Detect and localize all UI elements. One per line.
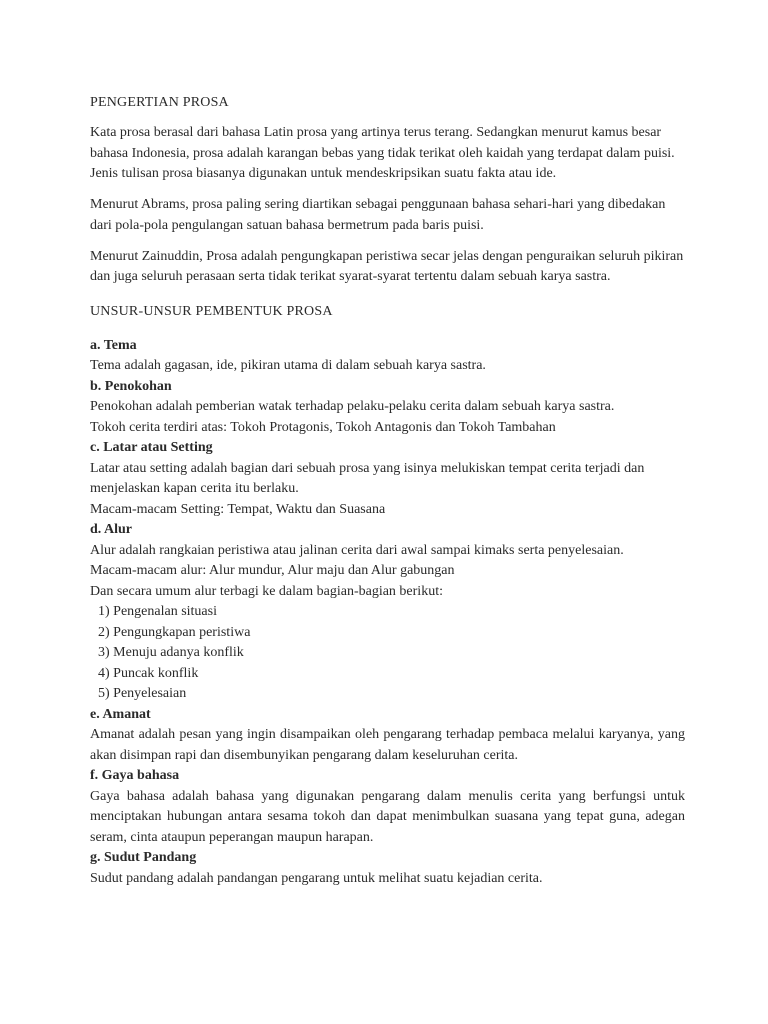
list-item: 4) Puncak konflik xyxy=(98,665,199,681)
list-item: 5) Penyelesaian xyxy=(98,686,187,701)
section-alur xyxy=(90,520,685,705)
section-extra: Tokoh cerita terdiri atas: Tokoh Protagonis, Tokoh Antagonis dan Tokoh Tambahan xyxy=(90,419,556,435)
intro-paragraph-1: Kata prosa berasal dari bahasa Latin prosa yang artinya terus terang. Sedangkan menurut kamus besar bahasa Indonesia, prosa adalah karangan bebas yang tidak terikat oleh kaidah yang terdapat dalam puisi. Jenis tulisan prosa biasanya digunakan untuk mendeskripsikan suatu fakta atau ide. xyxy=(90,125,675,181)
section-text: Alur adalah rangkaian peristiwa atau jalinan cerita dari awal sampai kimaks serta penyelesaian. xyxy=(90,542,624,558)
section-title: b. Penokohan xyxy=(90,378,172,394)
section-title: d. Alur xyxy=(90,522,133,537)
section-text: Latar atau setting adalah bagian dari sebuah prosa yang isinya melukiskan tempat cerita terjadi dan menjelaskan kapan cerita itu berlaku. xyxy=(90,460,645,496)
section-title: c. Latar atau Setting xyxy=(90,440,213,455)
list-item: 1) Pengenalan situasi xyxy=(98,604,217,619)
section-tema xyxy=(90,336,685,377)
section-latar xyxy=(90,438,685,520)
section-gaya-bahasa xyxy=(90,766,685,848)
section-extra: Macam-macam Setting: Tempat, Waktu dan Suasana xyxy=(90,501,386,517)
section-text: Sudut pandang adalah pandangan pengarang untuk melihat suatu kejadian cerita. xyxy=(90,870,543,886)
steps-intro: Dan secara umum alur terbagi ke dalam bagian-bagian berikut: xyxy=(90,583,443,599)
intro-paragraph-3: Menurut Zainuddin, Prosa adalah pengungkapan peristiwa secar jelas dengan penguraikan seluruh pikiran dan juga seluruh perasaan serta tidak terikat syarat-syarat tertentu dalam sebuah karya sastra. xyxy=(90,248,684,284)
section-title: g. Sudut Pandang xyxy=(90,850,197,865)
section-title: f. Gaya bahasa xyxy=(90,768,180,783)
section-extra: Macam-macam alur: Alur mundur, Alur maju dan Alur gabungan xyxy=(90,563,455,578)
plot-steps-list xyxy=(90,602,685,705)
section-text: Tema adalah gagasan, ide, pikiran utama di dalam sebuah karya sastra. xyxy=(90,358,486,373)
section-sudut-pandang xyxy=(90,848,685,889)
list-item: 3) Menuju adanya konflik xyxy=(98,645,244,660)
section-amanat xyxy=(90,705,685,767)
page-title: PENGERTIAN PROSA xyxy=(90,95,229,110)
section-title: a. Tema xyxy=(90,337,137,353)
elements-heading: UNSUR-UNSUR PEMBENTUK PROSA xyxy=(90,303,333,319)
section-text: Gaya bahasa adalah bahasa yang digunakan pengarang dalam menulis cerita yang berfungsi untuk menciptakan hubungan antara sesama tokoh dan dapat menimbulkan suasana yang tepat guna, adegan seram, cinta ataupun peperangan maupun harapan. xyxy=(90,788,685,845)
intro-paragraph-2: Menurut Abrams, prosa paling sering diartikan sebagai penggunaan bahasa sehari-hari yang dibedakan dari pola-pola pengulangan satuan bahasa bermetrum pada baris puisi. xyxy=(90,197,666,233)
section-title: e. Amanat xyxy=(90,706,151,722)
document-body xyxy=(90,92,685,889)
section-text: Penokohan adalah pemberian watak terhadap pelaku-pelaku cerita dalam sebuah karya sastra. xyxy=(90,399,615,414)
list-item: 2) Pengungkapan peristiwa xyxy=(98,624,251,640)
section-penokohan xyxy=(90,377,685,439)
elements-list xyxy=(90,336,685,890)
section-text: Amanat adalah pesan yang ingin disampaikan oleh pengarang terhadap pembaca melalui karyanya, yang akan disimpan rapi dan disembunyikan pengarang dalam keseluruhan cerita. xyxy=(90,727,685,763)
